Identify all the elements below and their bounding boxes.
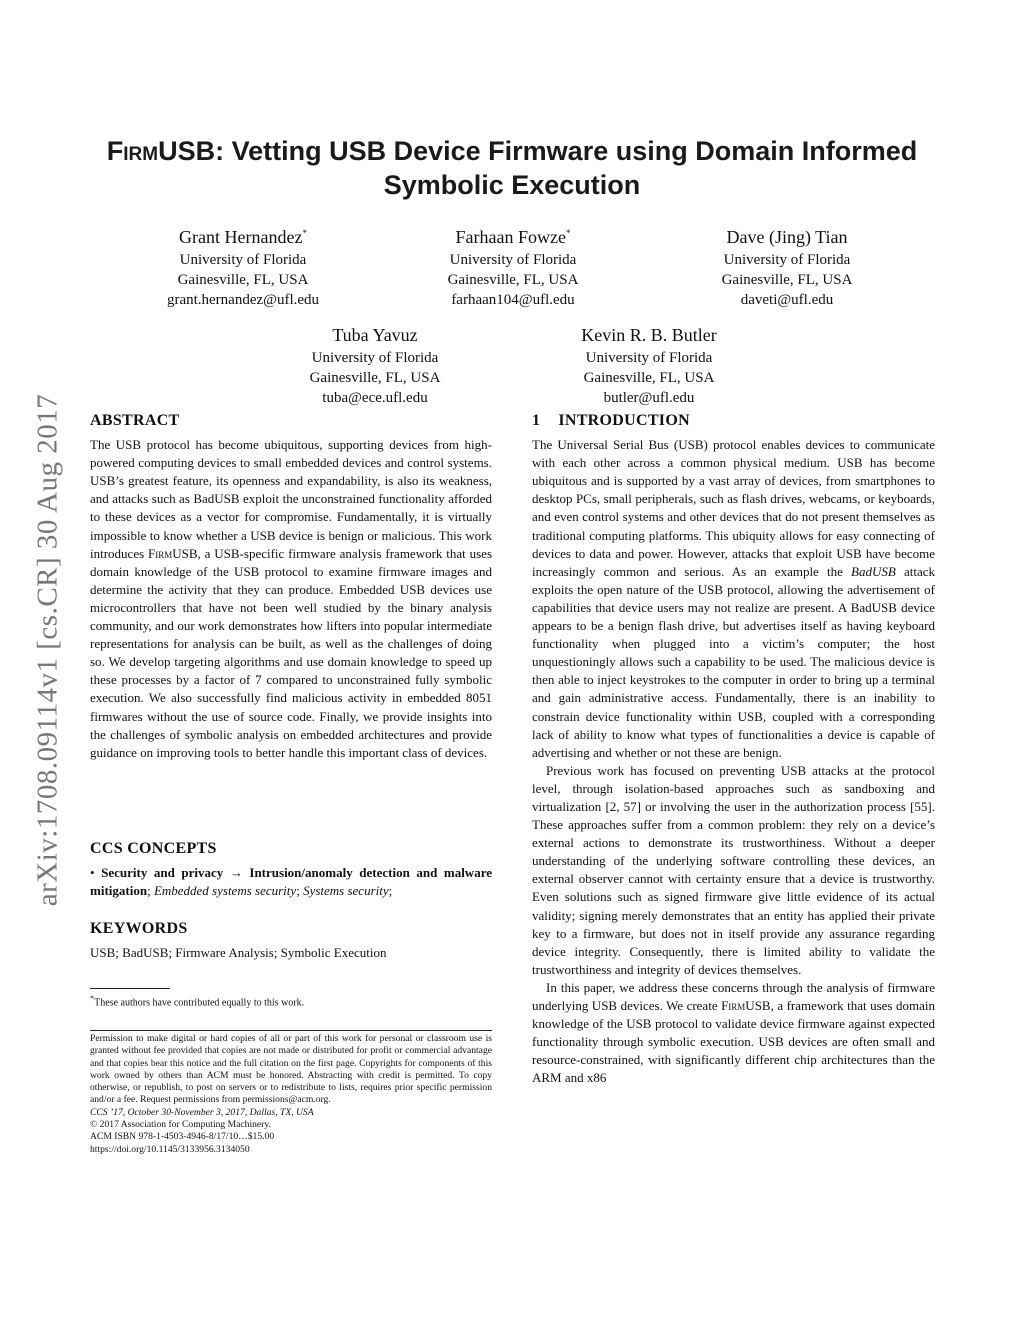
author-email: tuba@ece.ufl.edu [322,390,428,406]
copyright-assoc: © 2017 Association for Computing Machinery. [90,1119,271,1131]
keywords-text: USB; BadUSB; Firmware Analysis; Symbolic Execution [90,945,387,961]
venue: CCS ’17, October 30-November 3, 2017, Dallas, TX, USA [90,1106,314,1118]
abstract-heading: ABSTRACT [90,412,180,429]
title-firmusb: FirmUSB [106,136,216,166]
author-affiliation: University of Florida [723,252,851,268]
intro-paragraph-1: The Universal Serial Bus (USB) protocol enables devices to communicate with each other across a common physical medium. USB has become ubiquitous and is supported by a vast array of devices, from smartphones to desktop PCs, small peripherals, such as flash drives, webcams, or keyboards, and even control systems and other devices that do not present themselves as traditional computing platforms. This ubiquity allows for easy connecting of devices to data and power. However, attacks that exploit USB have become increasingly common and serious. As an example the BadUSB attack exploits the open nature of the USB protocol, allowing the advertisement of capabilities that device users may not realize are present. A BadUSB device appears to be a benign flash drive, but advertises itself as having keyboard functionality when plugged into a victim’s computer; the host unquestioningly allows such a capability to be used. The malicious device is then able to inject keystrokes to the computer in order to bring up a terminal and gain administrative access. Fundamentally, there is an inability to constrain device functionality within USB, coupled with a corresponding lack of ability to know what types of functionalities a device is capable of advertising and whether or not these are benign. [532,437,935,760]
ccs-text: • Security and privacy → Intrusion/anomaly detection and malware mitigation; Embedded systems security; Systems security; [90,865,492,899]
permission-text: Permission to make digital or hard copies of all or part of this work for personal or classroom use is granted without fee provided that copies are not made or distributed for profit or commercial advantage and that copies bear this notice and the full citation on the first page. Copyrights for components of this work owned by others than ACM must be honored. Abstracting with credit is permitted. To copy otherwise, or republish, to post on servers or to redistribute to lists, requires prior specific permission and/or a fee. Request permissions from permissions@acm.org. [90,1033,492,1106]
author-location: Gainesville, FL, USA [309,370,441,386]
abstract-text: The USB protocol has become ubiquitous, supporting devices from high-powered computing devices to small embedded devices and control systems. USB’s greatest feature, its openness and expandability, is also its weakness, and attacks such as BadUSB exploit the unconstrained functionality afforded to these devices as a vector for compromise. Fundamentally, it is virtually impossible to know whether a USB device is benign or malicious. This work introduces FirmUSB, a USB-specific firmware analysis framework that uses domain knowledge of the USB protocol to examine firmware images and determine the activity that they can produce. Embedded USB devices use microcontrollers that have not been well studied by the binary analysis community, and our work demonstrates how lifters into popular intermediate representations for analysis can be built, as well as the challenges of doing so. We develop targeting algorithms and use domain knowledge to speed up these processes by a factor of 7 compared to unconstrained fully symbolic execution. We also successfully find malicious activity in embedded 8051 firmwares without the use of source code. Finally, we provide insights into the challenges of symbolic analysis on embedded architectures and provide guidance on improving tools to better handle this important class of devices. [90,437,492,760]
author-location: Gainesville, FL, USA [447,272,579,288]
title-line-1 [80,134,944,168]
author-name: Dave (Jing) Tian [726,227,848,247]
ccs-section [90,840,492,900]
paper-title [80,134,944,202]
author-affiliation: University of Florida [449,252,577,268]
intro-paragraph-3: In this paper, we address these concerns through the analysis of firmware underlying USB devices. We create FirmUSB, a framework that uses domain knowledge of the USB protocol to validate device firmware against expected functionality through symbolic execution. USB devices are often small and resource-constrained, with significantly different chip architectures than the ARM and x86 [532,979,935,1086]
isbn: ACM ISBN 978-1-4503-4946-8/17/10…$15.00 [90,1131,275,1143]
copyright-block [90,1033,492,1156]
author-block [529,320,769,408]
intro-paragraph-2: Previous work has focused on preventing USB attacks at the protocol level, through isolation-based approaches such as sandboxing and virtualization [2, 57] or involving the user in the authorization process [55]. These approaches suffer from a common problem: they rely on a device’s external actions to demonstrate its trustworthiness. Without a deeper understanding of the underlying software controlling these devices, an external observer cannot with certainty ensure that a device is trustworthy. Even solutions such as signed firmware give little evidence of its actual validity; signing merely demonstrates that an entity has applied their private key to a firmware, but does not in itself provide any assurance regarding device integrity. Consequently, there is limited ability to validate the trustworthiness and integrity of devices themselves. [532,762,935,977]
author-location: Gainesville, FL, USA [583,370,715,386]
keywords-section [90,920,492,962]
author-location: Gainesville, FL, USA [721,272,853,288]
footnote: *These authors have contributed equally to this work. [90,994,305,1009]
author-name: Kevin R. B. Butler [581,325,717,345]
title-line-1-rest: : Vetting USB Device Firmware using Domain Informed [215,136,918,166]
author-affiliation: University of Florida [311,350,439,366]
author-affiliation: University of Florida [179,252,307,268]
author-name: Farhaan Fowze* [455,227,571,247]
author-location: Gainesville, FL, USA [177,272,309,288]
title-line-2: Symbolic Execution [383,170,641,200]
doi-link[interactable]: https://doi.org/10.1145/3133956.3134050 [90,1143,250,1155]
author-block [667,222,907,310]
author-email: butler@ufl.edu [603,390,695,406]
footnote-rule [90,988,170,989]
author-email: grant.hernandez@ufl.edu [166,292,320,308]
author-block [393,222,633,310]
abstract-section [90,412,492,762]
author-block [255,320,495,408]
keywords-heading: KEYWORDS [90,920,188,937]
author-email: farhaan104@ufl.edu [451,292,575,308]
author-affiliation: University of Florida [585,350,713,366]
copyright-rule [90,1030,492,1031]
author-block [123,222,363,310]
arxiv-id: arXiv:1708.09114v1 [cs.CR] 30 Aug 2017 [31,393,64,907]
introduction-heading: 1 INTRODUCTION [532,412,690,429]
ccs-heading: CCS CONCEPTS [90,840,217,857]
author-name: Tuba Yavuz [332,325,418,345]
author-name: Grant Hernandez* [179,227,307,247]
arxiv-watermark [28,350,68,950]
author-email: daveti@ufl.edu [740,292,834,308]
introduction-section [532,412,935,1087]
